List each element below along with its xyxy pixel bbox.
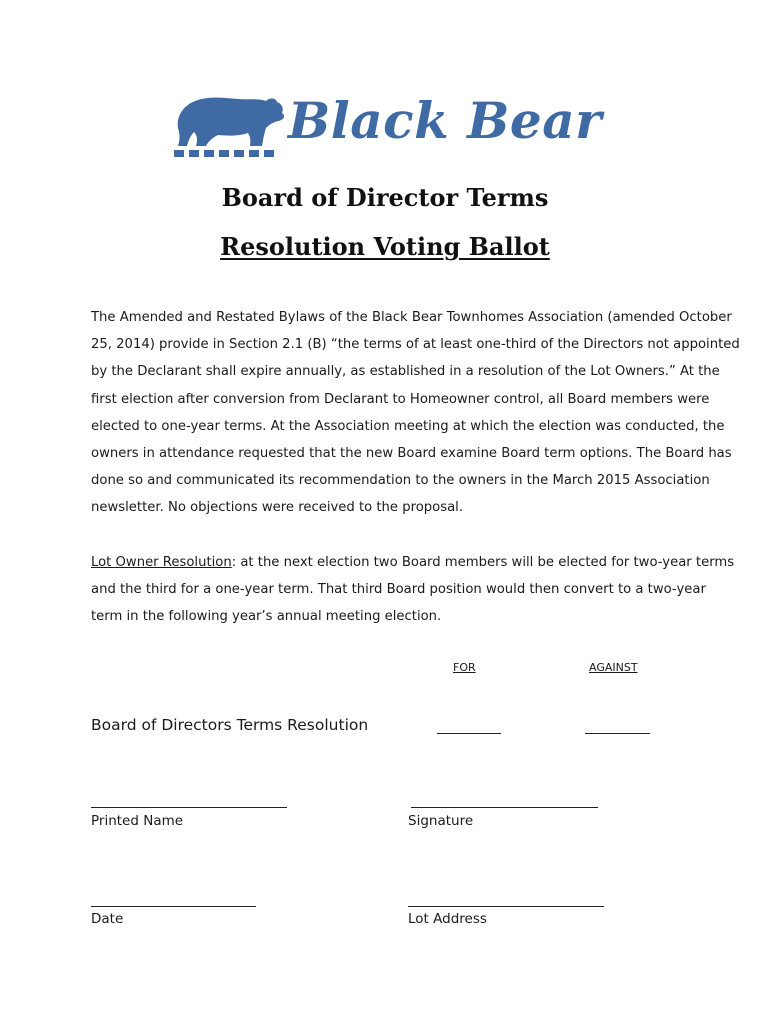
intro-paragraph xyxy=(91,304,740,522)
against-column-header: AGAINST xyxy=(589,661,638,674)
paragraph-line: first election after conversion from Declarant to Homeowner control, all Board members were xyxy=(91,391,710,407)
paragraph-line: done so and communicated its recommendation to the owners in the March 2015 Association xyxy=(91,473,710,489)
vote-item-label: Board of Directors Terms Resolution xyxy=(91,716,369,734)
for-column-header: FOR xyxy=(453,661,476,674)
black-bear-logo xyxy=(170,88,650,164)
date-line[interactable] xyxy=(91,906,256,907)
paragraph-line xyxy=(91,549,735,576)
resolution-text: : at the next election two Board members will be elected for two-year terms xyxy=(231,555,735,570)
resolution-heading: Lot Owner Resolution xyxy=(91,555,232,570)
printed-name-line[interactable] xyxy=(91,807,287,808)
printed-name-label: Printed Name xyxy=(91,813,184,829)
signature-label: Signature xyxy=(408,813,474,829)
lot-address-label: Lot Address xyxy=(408,911,487,927)
lot-address-line[interactable] xyxy=(408,906,604,907)
page-subtitle: Resolution Voting Ballot xyxy=(220,232,550,261)
paragraph-line: 25, 2014) provide in Section 2.1 (B) “the terms of at least one-third of the Directors not appointed xyxy=(91,337,740,353)
paragraph-line: and the third for a one-year term. That third Board position would then convert to a two-year xyxy=(91,582,706,598)
paragraph-line: term in the following year’s annual meeting election. xyxy=(91,609,442,625)
paragraph-line: owners in attendance requested that the new Board examine Board term options. The Board has xyxy=(91,446,732,462)
paragraph-line: The Amended and Restated Bylaws of the Black Bear Townhomes Association (amended October xyxy=(91,310,732,325)
against-vote-line[interactable] xyxy=(585,733,650,734)
logo-wordmark: Black Bear xyxy=(288,91,602,150)
page-title: Board of Director Terms xyxy=(221,183,549,212)
paragraph-line: by the Declarant shall expire annually, as established in a resolution of the Lot Owners.” At the xyxy=(91,364,720,380)
resolution-paragraph xyxy=(91,549,735,631)
for-vote-line[interactable] xyxy=(437,733,501,734)
paragraph-line: newsletter. No objections were received to the proposal. xyxy=(91,500,464,516)
paragraph-line: elected to one-year terms. At the Association meeting at which the election was conducted, the xyxy=(91,418,725,434)
signature-line[interactable] xyxy=(411,807,598,808)
date-label: Date xyxy=(91,911,124,927)
